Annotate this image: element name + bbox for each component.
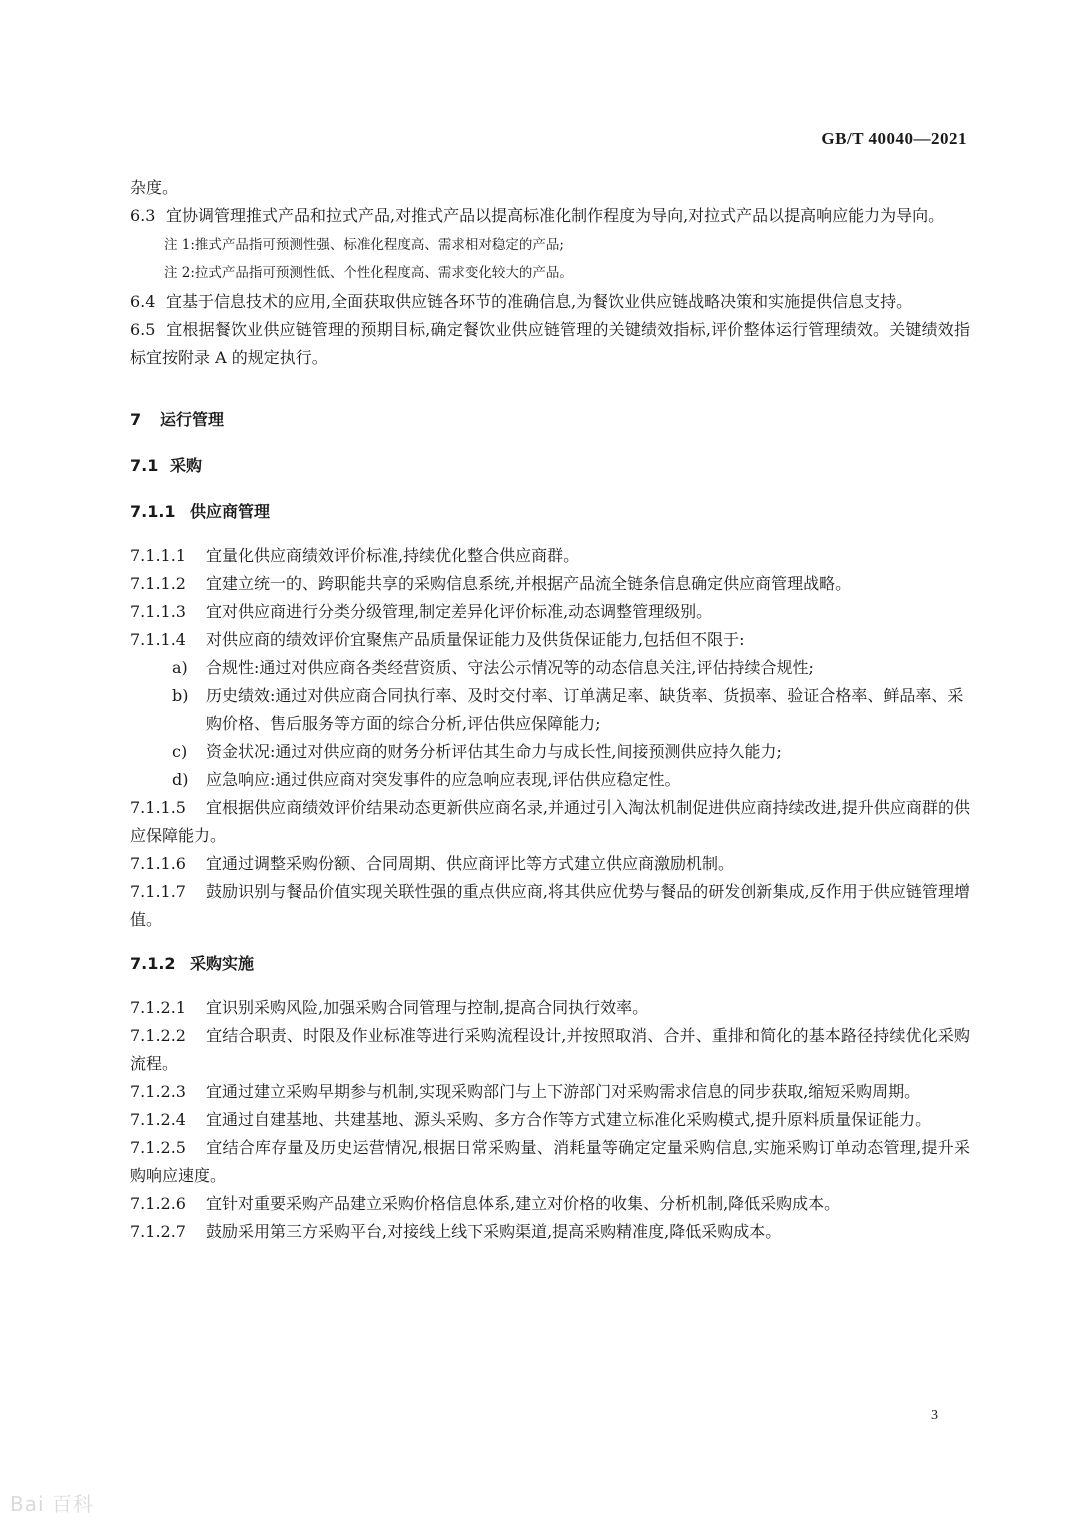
clause-7-1-1-5: 7.1.1.5 宜根据供应商绩效评价结果动态更新供应商名录,并通过引入淘汰机制促进供应商持续改进,提升供应商群的供应保障能力。 bbox=[130, 798, 970, 845]
clause-6-3: 6.3 宜协调管理推式产品和拉式产品,对推式产品以提高标准化制作程度为导向,对拉式产品以提高响应能力为导向。 bbox=[130, 206, 945, 225]
subsection-7-1-2-heading: 7.1.2 采购实施 bbox=[130, 954, 255, 973]
subsection-7-1-1-heading: 7.1.1 供应商管理 bbox=[130, 502, 271, 521]
clause-6-4: 6.4 宜基于信息技术的应用,全面获取供应链各环节的准确信息,为餐饮业供应链战略决策和实施提供信息支持。 bbox=[130, 292, 913, 311]
chapter-7-heading: 7 运行管理 bbox=[130, 410, 225, 429]
clause-7-1-2-2: 7.1.2.2 宜结合职责、时限及作业标准等进行采购流程设计,并按照取消、合并、重排和简化的基本路径持续优化采购流程。 bbox=[130, 1026, 970, 1073]
clause-7-1-1-4: 7.1.1.4 对供应商的绩效评价宜聚焦产品质量保证能力及供货保证能力,包括但不限于: bbox=[130, 630, 745, 649]
clause-7-1-2-7: 7.1.2.7 鼓励采用第三方采购平台,对接线上线下采购渠道,提高采购精准度,降低采购成本。 bbox=[130, 1222, 782, 1241]
note-2: 注 2:拉式产品指可预测性低、个性化程度高、需求变化较大的产品。 bbox=[164, 265, 573, 281]
clause-7-1-1-3: 7.1.1.3 宜对供应商进行分类分级管理,制定差异化评价标准,动态调整管理级别。 bbox=[130, 602, 713, 621]
clause-6-5: 6.5 宜根据餐饮业供应链管理的预期目标,确定餐饮业供应链管理的关键绩效指标,评价整体运行管理绩效。关键绩效指标宜按附录 A 的规定执行。 bbox=[130, 320, 970, 367]
clause-7-1-1-7: 7.1.1.7 鼓励识别与餐品价值实现关联性强的重点供应商,将其供应优势与餐品的研发创新集成,反作用于供应链管理增值。 bbox=[130, 882, 970, 929]
list-item-b: b) 历史绩效:通过对供应商合同执行率、及时交付率、订单满足率、缺货率、货损率、验证合格率、鲜品率、采购价格、售后服务等方面的综合分析,评估供应保障能力; bbox=[172, 686, 964, 733]
note-1: 注 1:推式产品指可预测性强、标准化程度高、需求相对稳定的产品; bbox=[164, 237, 564, 253]
list-item-d: d) 应急响应:通过供应商对突发事件的应急响应表现,评估供应稳定性。 bbox=[172, 770, 681, 789]
list-item-a: a) 合规性:通过对供应商各类经营资质、守法公示情况等的动态信息关注,评估持续合规性; bbox=[172, 658, 814, 677]
clause-7-1-2-3: 7.1.2.3 宜通过建立采购早期参与机制,实现采购部门与上下游部门对采购需求信息的同步获取,缩短采购周期。 bbox=[130, 1082, 921, 1101]
clause-7-1-2-5: 7.1.2.5 宜结合库存量及历史运营情况,根据日常采购量、消耗量等确定定量采购信息,实施采购订单动态管理,提升采购响应速度。 bbox=[130, 1138, 970, 1185]
clause-7-1-2-6: 7.1.2.6 宜针对重要采购产品建立采购价格信息体系,建立对价格的收集、分析机制,降低采购成本。 bbox=[130, 1194, 841, 1213]
clause-7-1-2-1: 7.1.2.1 宜识别采购风险,加强采购合同管理与控制,提高合同执行效率。 bbox=[130, 998, 649, 1017]
document-body bbox=[130, 174, 970, 1246]
continuation-text: 杂度。 bbox=[130, 178, 179, 197]
watermark-logo: Bai 百科 bbox=[10, 1492, 94, 1516]
clause-7-1-1-1: 7.1.1.1 宜量化供应商绩效评价标准,持续优化整合供应商群。 bbox=[130, 546, 580, 565]
standard-code-header: GB/T 40040—2021 bbox=[821, 129, 967, 148]
list-item-c: c) 资金状况:通过对供应商的财务分析评估其生命力与成长性,间接预测供应持久能力; bbox=[172, 742, 782, 761]
clause-7-1-1-2: 7.1.1.2 宜建立统一的、跨职能共享的采购信息系统,并根据产品流全链条信息确定供应商管理战略。 bbox=[130, 574, 852, 593]
clause-7-1-2-4: 7.1.2.4 宜通过自建基地、共建基地、源头采购、多方合作等方式建立标准化采购模式,提升原料质量保证能力。 bbox=[130, 1110, 932, 1129]
clause-7-1-1-6: 7.1.1.6 宜通过调整采购份额、合同周期、供应商评比等方式建立供应商激励机制。 bbox=[130, 854, 735, 873]
section-7-1-heading: 7.1 采购 bbox=[130, 456, 203, 475]
page-number: 3 bbox=[931, 1408, 938, 1423]
